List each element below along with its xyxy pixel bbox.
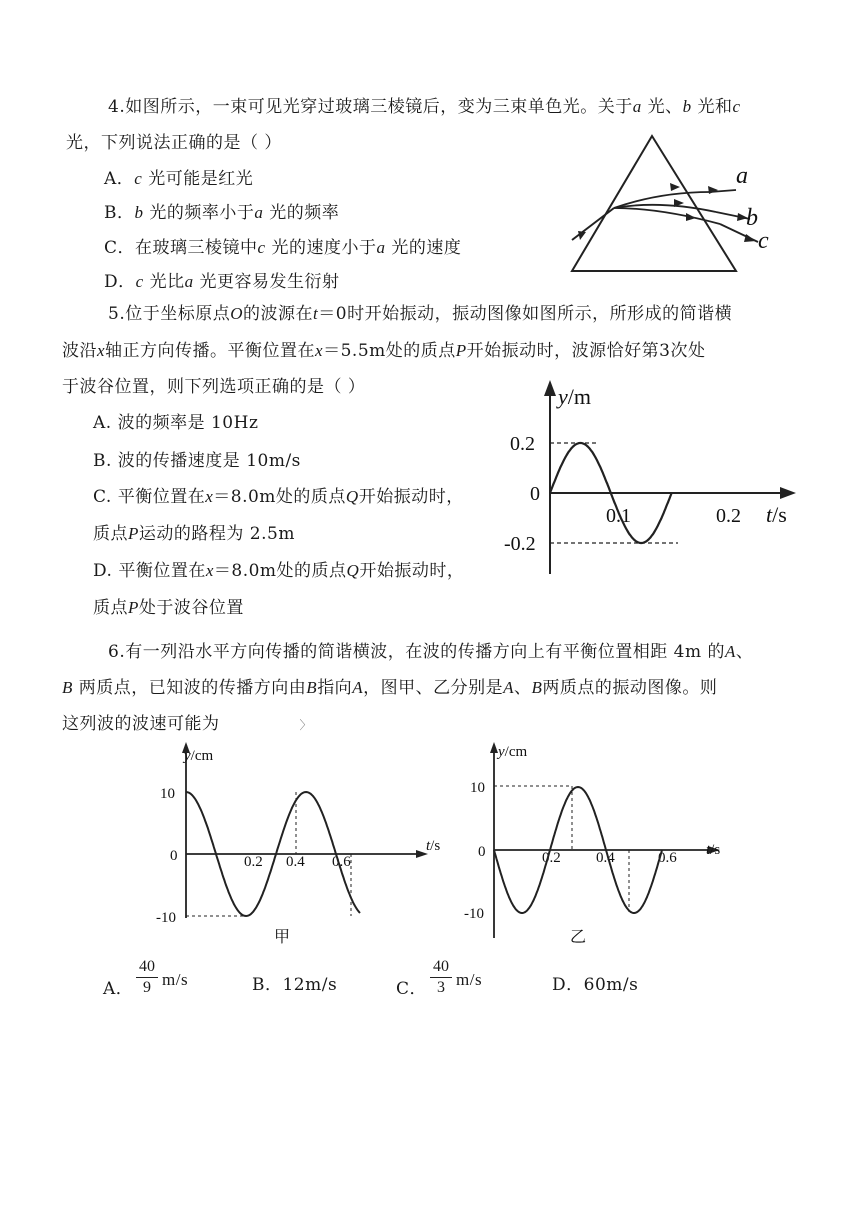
- y-axis-label: [496, 744, 527, 760]
- x-axis-label: [766, 502, 787, 527]
- fraction-bar: [136, 977, 158, 978]
- stem-var: A: [503, 678, 514, 697]
- q6-stem-line3: [62, 709, 312, 734]
- q5-option-a: A. 波的频率是 10Hz: [93, 413, 259, 433]
- x-axis-label-unit: /s: [710, 842, 721, 858]
- option-text: 开始振动时，: [359, 561, 465, 581]
- x-axis-label-var: t: [426, 838, 431, 854]
- x-tick-label: 0.2: [716, 505, 741, 527]
- stem-var: B: [306, 678, 318, 697]
- q6-graph-jia: [150, 736, 450, 951]
- q6-option-c-label: C．: [396, 979, 428, 999]
- stem-text: 5.位于坐标原点: [108, 304, 231, 324]
- q4-var: c: [257, 238, 266, 257]
- q4-var: c: [134, 169, 143, 188]
- stem-var: B: [531, 678, 543, 697]
- x-tick-label: 0.2: [542, 850, 561, 866]
- x-tick-label: 0.4: [596, 850, 615, 866]
- stem-var: x: [315, 341, 324, 360]
- q6-option-c-fraction: [430, 958, 452, 997]
- stem-text: ＝5.5m处的质点: [323, 341, 456, 361]
- stem-text: 开始振动时，波源恰好第3次处: [466, 341, 706, 361]
- y-axis-label: [182, 748, 213, 764]
- stem-var: A: [724, 642, 736, 661]
- stem-text: ＝0时开始振动，振动图像如图所示，所形成的简谐横: [318, 304, 733, 324]
- q5-option-d-line2: [93, 593, 244, 618]
- y-axis-label-unit: /cm: [504, 744, 528, 760]
- stem-var: O: [230, 304, 244, 323]
- y-tick-label: 0.2: [510, 433, 535, 455]
- y-axis-label-unit: /cm: [190, 748, 214, 764]
- q4-option-c: [104, 233, 461, 258]
- option-text: 光的频率小于: [143, 203, 255, 223]
- y-tick-label: -0.2: [504, 533, 536, 555]
- q6-option-b: B．12m/s: [252, 975, 338, 995]
- y-tick-label: -10: [156, 910, 176, 926]
- y-tick-label: 0: [170, 848, 178, 864]
- q6-stem-line2: [62, 673, 717, 698]
- q5-stem-line3: 于波谷位置，则下列选项正确的是（ ）: [62, 377, 366, 397]
- option-var: x: [205, 561, 214, 580]
- q4-var: c: [135, 272, 144, 291]
- x-tick-label: 0.1: [606, 505, 631, 527]
- q5-vibration-graph: [498, 376, 808, 581]
- stem-var: P: [455, 341, 467, 360]
- prism-label-b: b: [746, 205, 758, 231]
- x-axis-label-unit: /s: [772, 502, 787, 527]
- option-var: Q: [345, 487, 359, 506]
- option-var: Q: [346, 561, 360, 580]
- graph-caption: 乙: [570, 929, 587, 946]
- arrow-icon: [744, 234, 756, 242]
- option-text: 光的速度小于: [265, 238, 377, 258]
- option-letter: A．: [104, 169, 135, 189]
- origin-label: 0: [530, 483, 540, 505]
- option-letter: B．: [104, 203, 135, 223]
- x-axis-label: [706, 842, 720, 858]
- prism-triangle: [572, 136, 736, 271]
- fraction-denominator: 3: [437, 979, 445, 996]
- option-text: 光的速度: [385, 238, 462, 258]
- stem-var: A: [352, 678, 364, 697]
- y-tick-label: -10: [464, 906, 484, 922]
- q6-option-a-fraction: [136, 958, 158, 997]
- q4-stem-line1: [108, 92, 741, 117]
- q4-option-b: [104, 198, 339, 223]
- q5-option-c-line1: [93, 482, 464, 507]
- fraction-denominator: 9: [143, 979, 151, 996]
- prism-diagram: [560, 128, 790, 278]
- option-text: C．在玻璃三棱镜中: [104, 238, 258, 258]
- q4-stem-line2: 光，下列说法正确的是（ ）: [66, 133, 282, 153]
- stem-text: 、: [735, 642, 754, 662]
- y-axis-label-var: y: [184, 748, 191, 764]
- stem-text: ，图甲、乙分别是: [363, 678, 504, 698]
- option-text: 光比: [143, 272, 185, 292]
- option-text: ＝8.0m处的质点: [213, 487, 346, 507]
- option-text: C. 平衡位置在: [93, 487, 206, 507]
- q4-var-b: b: [682, 97, 692, 116]
- option-text: 光的频率: [263, 203, 340, 223]
- fraction-numerator: 40: [139, 958, 155, 975]
- stem-text: 两质点，已知波的传播方向由: [72, 678, 307, 698]
- option-text: 开始振动时，: [358, 487, 464, 507]
- y-tick-label: 10: [470, 780, 485, 796]
- q4-var: a: [184, 272, 194, 291]
- option-text: 光可能是红光: [142, 169, 254, 189]
- option-text: 质点: [93, 598, 128, 618]
- stem-text: 两质点的振动图像。则: [542, 678, 718, 698]
- q5-option-c-line2: [93, 519, 295, 544]
- y-axis-label: [556, 384, 591, 409]
- x-axis-label: [426, 838, 440, 854]
- x-tick-label: 0.4: [286, 854, 305, 870]
- x-tick-label: 0.6: [332, 854, 351, 870]
- fraction-bar: [430, 977, 452, 978]
- option-var: P: [128, 598, 139, 617]
- option-var: P: [128, 524, 139, 543]
- stem-text: 的波源在: [243, 304, 314, 324]
- stem-var: t: [313, 304, 319, 323]
- x-axis-label-var: t: [766, 502, 773, 527]
- x-axis-label-unit: /s: [430, 838, 441, 854]
- stem-var: x: [97, 341, 106, 360]
- arrow-icon: [670, 183, 680, 191]
- q6-graph-yi: [458, 736, 758, 951]
- q5-option-b: B. 波的传播速度是 10m/s: [93, 451, 301, 471]
- option-text: ＝8.0m处的质点: [213, 561, 347, 581]
- q5-option-d-line1: [93, 556, 464, 581]
- y-axis-arrow-icon: [544, 380, 556, 396]
- stem-text: 指向: [317, 678, 353, 698]
- prism-label-c: c: [758, 228, 769, 254]
- graph-caption: 甲: [274, 929, 291, 946]
- q6-option-c-unit: m/s: [456, 970, 483, 989]
- x-axis-arrow-icon: [780, 487, 796, 499]
- arrow-icon: [708, 186, 718, 194]
- q6-option-a-unit: m/s: [162, 970, 189, 989]
- option-text: 运动的路程为 2.5m: [138, 524, 295, 544]
- q4-var: b: [134, 203, 144, 222]
- stem-text: 这列波的波速可能为: [62, 714, 220, 734]
- q5-stem-line1: [108, 299, 732, 324]
- y-tick-label: 10: [160, 786, 175, 802]
- option-letter: D．: [104, 272, 136, 292]
- q4-stem-text: 4.如图所示，一束可见光穿过玻璃三棱镜后，变为三束单色光。关于: [108, 97, 633, 117]
- q4-var: a: [254, 203, 264, 222]
- stem-text: 波沿: [62, 341, 97, 361]
- q6-stem-line1: [108, 637, 753, 662]
- stray-mark: 〉: [299, 718, 313, 732]
- stem-text: 6.有一列沿水平方向传播的简谐横波，在波的传播方向上有平衡位置相距 4m 的: [108, 642, 725, 662]
- option-text: 光更容易发生衍射: [193, 272, 340, 292]
- option-text: 处于波谷位置: [138, 598, 244, 618]
- arrow-icon: [578, 231, 586, 240]
- q4-sep: 光和: [691, 97, 733, 117]
- x-tick-label: 0.2: [244, 854, 263, 870]
- y-axis-label-var: y: [498, 744, 505, 760]
- q4-option-a: [104, 164, 253, 189]
- x-axis-label-var: t: [706, 842, 711, 858]
- q6-option-a-label: A．: [103, 979, 134, 999]
- prism-label-a: a: [736, 163, 748, 189]
- q4-var-c: c: [732, 97, 741, 116]
- x-tick-label: 0.6: [658, 850, 677, 866]
- y-axis-arrow-icon: [490, 742, 498, 753]
- q4-sep: 光、: [641, 97, 683, 117]
- option-var: x: [205, 487, 214, 506]
- option-text: D. 平衡位置在: [93, 561, 206, 581]
- q4-var-a: a: [632, 97, 642, 116]
- y-axis-label-unit: /m: [567, 384, 591, 409]
- option-text: 质点: [93, 524, 128, 544]
- q5-stem-line2: [62, 336, 705, 361]
- fraction-numerator: 40: [433, 958, 449, 975]
- q6-option-d: D．60m/s: [552, 975, 639, 995]
- y-axis-label-var: y: [558, 384, 568, 409]
- stem-text: 轴正方向传播。平衡位置在: [105, 341, 316, 361]
- y-tick-label: 0: [478, 844, 486, 860]
- stem-var: B: [62, 678, 73, 697]
- stem-text: 、: [513, 678, 532, 698]
- q4-option-d: [104, 267, 340, 292]
- q4-var: a: [376, 238, 386, 257]
